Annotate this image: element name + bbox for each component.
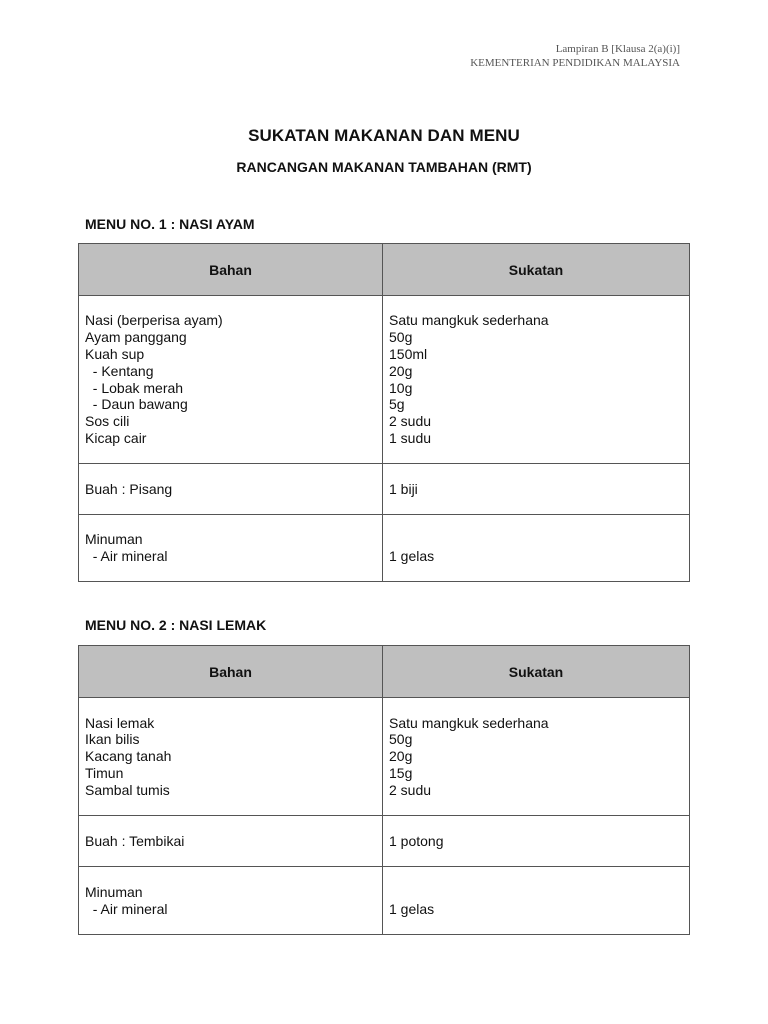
item-line: Minuman (85, 531, 143, 548)
item-line: Sos cili (85, 413, 130, 430)
amount-line: 20g (389, 362, 413, 379)
column-header-bahan: Bahan (79, 244, 383, 296)
amount-line: 15g (389, 764, 413, 781)
fruit-amount-cell: 1 biji (383, 464, 690, 515)
item-line: - Air mineral (85, 900, 168, 917)
amount-line: 10g (389, 379, 413, 396)
amount-line: Satu mangkuk sederhana (389, 714, 549, 731)
item-line: Ayam panggang (85, 329, 187, 346)
amount-line: 5g (389, 396, 405, 413)
amount-line: 2 sudu (389, 413, 432, 430)
fruit-item-cell: Buah : Tembikai (79, 816, 383, 867)
document-title: SUKATAN MAKANAN DAN MENU (248, 126, 520, 145)
amount-line: 1 gelas (389, 548, 435, 564)
table-row-fruit (79, 464, 690, 515)
column-header-bahan: Bahan (79, 646, 383, 698)
main-items-cell (79, 698, 383, 816)
item-line: Nasi (berperisa ayam) (85, 312, 223, 329)
drink-amount-cell (383, 867, 690, 935)
amount-line (389, 884, 683, 901)
amount-line: Satu mangkuk sederhana (389, 312, 549, 329)
item-line: Nasi lemak (85, 714, 155, 731)
table-row-drink (79, 515, 690, 582)
item-line: Kuah sup (85, 345, 145, 362)
main-amounts-cell (383, 296, 690, 464)
menu-1-table (78, 243, 690, 582)
main-amounts-cell (383, 698, 690, 816)
item-line: Kacang tanah (85, 748, 172, 765)
column-header-sukatan: Sukatan (383, 244, 690, 296)
column-header-sukatan: Sukatan (383, 646, 690, 698)
amount-line: 20g (389, 748, 413, 765)
amount-line: 150ml (389, 345, 428, 362)
amount-line: 1 gelas (389, 900, 435, 917)
amount-line: 2 sudu (389, 781, 432, 798)
item-line: Timun (85, 764, 124, 781)
table-row-fruit (79, 816, 690, 867)
header-ministry-label: KEMENTERIAN PENDIDIKAN MALAYSIA (470, 57, 680, 69)
item-line: Kicap cair (85, 429, 147, 446)
amount-line: 1 sudu (389, 429, 432, 446)
main-items-cell (79, 296, 383, 464)
item-line: Sambal tumis (85, 781, 170, 798)
fruit-item-cell: Buah : Pisang (79, 464, 383, 515)
document-subtitle: RANCANGAN MAKANAN TAMBAHAN (RMT) (236, 159, 532, 175)
item-line: - Lobak merah (85, 379, 184, 396)
table-header-row (79, 244, 690, 296)
item-line: - Daun bawang (85, 396, 188, 413)
drink-item-cell (79, 515, 383, 582)
item-line: - Air mineral (85, 548, 168, 564)
drink-item-cell (79, 867, 383, 935)
header-annex-label: Lampiran B [Klausa 2(a)(i)] (555, 43, 680, 55)
table-header-row (79, 646, 690, 698)
item-line: Minuman (85, 883, 143, 900)
page-header (470, 42, 680, 70)
amount-line: 50g (389, 731, 413, 748)
drink-amount-cell (383, 515, 690, 582)
table-row-main (79, 296, 690, 464)
item-line: - Kentang (85, 362, 154, 379)
table-row-drink (79, 867, 690, 935)
table-row-main (79, 698, 690, 816)
fruit-amount-cell: 1 potong (383, 816, 690, 867)
amount-line: 50g (389, 329, 413, 346)
menu-1-heading: MENU NO. 1 : NASI AYAM (85, 216, 255, 232)
amount-line (389, 531, 683, 548)
item-line: Ikan bilis (85, 731, 140, 748)
menu-2-table (78, 645, 690, 935)
menu-2-heading: MENU NO. 2 : NASI LEMAK (85, 617, 267, 633)
